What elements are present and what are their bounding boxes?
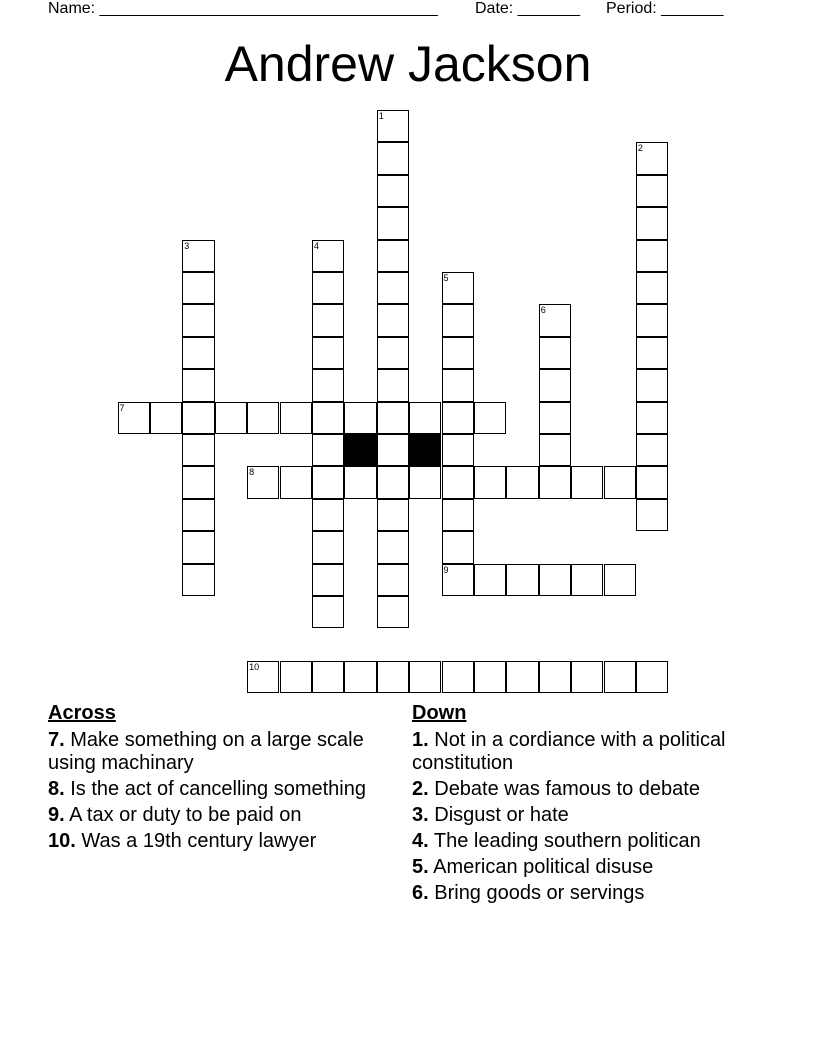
clue-item-number: 1.: [412, 729, 429, 751]
grid-cell[interactable]: [312, 434, 344, 466]
grid-cell[interactable]: [442, 531, 474, 563]
grid-cell[interactable]: [280, 466, 312, 498]
grid-cell[interactable]: [247, 402, 279, 434]
clue-number: 3: [184, 240, 190, 251]
clue-number: 1: [378, 111, 384, 121]
grid-cell[interactable]: [539, 466, 571, 498]
down-clue-list: [412, 729, 742, 905]
grid-cell[interactable]: [636, 240, 668, 272]
clue-item-number: 2.: [412, 778, 429, 800]
grid-cell[interactable]: [539, 434, 571, 466]
grid-cell[interactable]: [636, 142, 668, 174]
black-square: [409, 434, 441, 466]
clue-item-text: Debate was famous to debate: [428, 778, 700, 800]
grid-cell[interactable]: [377, 499, 409, 531]
grid-cell[interactable]: [442, 434, 474, 466]
grid-cell[interactable]: [182, 499, 214, 531]
name-field-label[interactable]: Name: ______________________________________: [48, 0, 438, 17]
clue-item-number: 8.: [48, 778, 65, 800]
grid-cell[interactable]: [312, 531, 344, 563]
clue-item-text: Not in a cordiance with a political constitution: [412, 729, 726, 774]
grid-cell[interactable]: [182, 240, 214, 272]
grid-cell[interactable]: [312, 499, 344, 531]
grid-cell[interactable]: [150, 402, 182, 434]
clue-item-text: Is the act of cancelling something: [64, 778, 366, 800]
clue-item: [48, 729, 378, 775]
grid-cell[interactable]: [636, 304, 668, 336]
clue-item-number: 7.: [48, 729, 65, 751]
grid-cell[interactable]: [442, 337, 474, 369]
grid-cell[interactable]: [377, 434, 409, 466]
grid-cell[interactable]: [409, 466, 441, 498]
clue-number: 4: [313, 240, 319, 251]
grid-cell[interactable]: [539, 661, 571, 693]
clue-item: [412, 804, 742, 827]
grid-cell[interactable]: [312, 466, 344, 498]
black-square: [344, 434, 376, 466]
grid-cell[interactable]: [312, 661, 344, 693]
clue-number: 8: [249, 467, 255, 478]
grid-cell[interactable]: [442, 304, 474, 336]
clue-item-text: A tax or duty to be paid on: [64, 804, 302, 826]
clue-item-number: 9.: [48, 804, 65, 826]
grid-cell[interactable]: [539, 304, 571, 336]
grid-cell[interactable]: [312, 304, 344, 336]
grid-cell[interactable]: [344, 466, 376, 498]
grid-cell[interactable]: [636, 661, 668, 693]
grid-cell[interactable]: [442, 272, 474, 304]
grid-cell[interactable]: [182, 369, 214, 401]
clue-item: [412, 856, 742, 879]
grid-cell[interactable]: [442, 369, 474, 401]
grid-cell[interactable]: [409, 402, 441, 434]
clue-item: [412, 830, 742, 853]
clue-item: [412, 729, 742, 775]
grid-cell[interactable]: [636, 402, 668, 434]
grid-cell[interactable]: [474, 564, 506, 596]
grid-cell[interactable]: [604, 564, 636, 596]
clue-item: [48, 830, 378, 853]
grid-cell[interactable]: [182, 337, 214, 369]
grid-cell[interactable]: [442, 402, 474, 434]
grid-cell[interactable]: [636, 272, 668, 304]
grid-cell[interactable]: [442, 661, 474, 693]
down-heading: Down: [412, 702, 467, 724]
grid-cell[interactable]: [636, 499, 668, 531]
grid-cell[interactable]: [182, 531, 214, 563]
grid-cell[interactable]: [377, 596, 409, 628]
grid-cell[interactable]: [215, 402, 247, 434]
grid-cell[interactable]: [377, 304, 409, 336]
grid-cell[interactable]: [280, 402, 312, 434]
clue-item: [48, 804, 378, 827]
grid-cell[interactable]: [377, 661, 409, 693]
grid-cell[interactable]: [571, 564, 603, 596]
grid-cell[interactable]: [442, 499, 474, 531]
grid-cell[interactable]: [474, 402, 506, 434]
page-title: Andrew Jackson: [224, 36, 592, 92]
grid-cell[interactable]: [312, 369, 344, 401]
grid-cell[interactable]: [474, 466, 506, 498]
grid-cell[interactable]: [312, 564, 344, 596]
clue-item-number: 10.: [48, 830, 76, 852]
grid-cell[interactable]: [442, 466, 474, 498]
grid-cell[interactable]: [182, 402, 214, 434]
grid-cell[interactable]: [539, 402, 571, 434]
clue-item-number: 3.: [412, 804, 429, 826]
grid-cell[interactable]: [312, 596, 344, 628]
clue-number: 5: [443, 273, 449, 283]
grid-cell[interactable]: [377, 337, 409, 369]
grid-cell[interactable]: [636, 369, 668, 401]
grid-cell[interactable]: [377, 110, 409, 142]
across-clues: [48, 702, 378, 856]
clue-item: [48, 778, 378, 801]
grid-cell[interactable]: [312, 402, 344, 434]
grid-cell[interactable]: [636, 337, 668, 369]
grid-cell[interactable]: [377, 240, 409, 272]
grid-cell[interactable]: [604, 466, 636, 498]
grid-cell[interactable]: [312, 272, 344, 304]
grid-cell[interactable]: [377, 531, 409, 563]
clue-item-text: The leading southern politican: [428, 830, 701, 852]
grid-cell[interactable]: [636, 207, 668, 239]
grid-cell[interactable]: [247, 466, 279, 498]
clue-item-text: Make something on a large scale using machinary: [48, 729, 364, 774]
grid-cell[interactable]: [182, 272, 214, 304]
grid-cell[interactable]: [571, 661, 603, 693]
clue-number: 2: [637, 143, 643, 154]
grid-cell[interactable]: [409, 661, 441, 693]
clue-item-text: American political disuse: [428, 856, 654, 878]
grid-cell[interactable]: [506, 564, 538, 596]
grid-cell[interactable]: [377, 564, 409, 596]
down-clues: [412, 702, 742, 908]
grid-cell[interactable]: [377, 466, 409, 498]
clue-number: 9: [443, 564, 449, 575]
grid-cell[interactable]: [377, 402, 409, 434]
grid-cell[interactable]: [377, 272, 409, 304]
grid-cell[interactable]: [377, 207, 409, 239]
grid-cell[interactable]: [377, 175, 409, 207]
grid-cell[interactable]: [636, 175, 668, 207]
clue-item-number: 4.: [412, 830, 429, 852]
grid-cell[interactable]: [247, 661, 279, 693]
grid-cell[interactable]: [539, 564, 571, 596]
clue-item: [412, 778, 742, 801]
grid-cell[interactable]: [474, 661, 506, 693]
period-field-label[interactable]: Period: _______: [606, 0, 724, 17]
clue-item-text: Disgust or hate: [428, 804, 569, 826]
grid-cell[interactable]: [344, 661, 376, 693]
grid-cell[interactable]: [604, 661, 636, 693]
grid-cell[interactable]: [344, 402, 376, 434]
grid-cell[interactable]: [636, 466, 668, 498]
clue-item-number: 6.: [412, 882, 429, 904]
across-heading: Across: [48, 702, 116, 724]
grid-cell[interactable]: [182, 466, 214, 498]
grid-cell[interactable]: [442, 564, 474, 596]
grid-cell[interactable]: [182, 304, 214, 336]
grid-cell[interactable]: [312, 337, 344, 369]
clue-item-number: 5.: [412, 856, 429, 878]
grid-cell[interactable]: [312, 240, 344, 272]
across-clue-list: [48, 729, 378, 853]
grid-cell[interactable]: [182, 434, 214, 466]
grid-cell[interactable]: [571, 466, 603, 498]
date-field-label[interactable]: Date: _______: [475, 0, 580, 17]
clue-item-text: Bring goods or servings: [428, 882, 645, 904]
clue-number: 7: [119, 402, 125, 413]
clue-number: 10: [249, 661, 260, 672]
grid-cell[interactable]: [506, 661, 538, 693]
clue-item: [412, 882, 742, 905]
grid-cell[interactable]: [636, 434, 668, 466]
grid-cell[interactable]: [539, 369, 571, 401]
clue-item-text: Was a 19th century lawyer: [75, 830, 317, 852]
grid-cell[interactable]: [280, 661, 312, 693]
grid-cell[interactable]: [539, 337, 571, 369]
grid-cell[interactable]: [118, 402, 150, 434]
grid-cell[interactable]: [377, 142, 409, 174]
clue-number: 6: [540, 305, 546, 316]
grid-cell[interactable]: [506, 466, 538, 498]
grid-cell[interactable]: [377, 369, 409, 401]
grid-cell[interactable]: [182, 564, 214, 596]
